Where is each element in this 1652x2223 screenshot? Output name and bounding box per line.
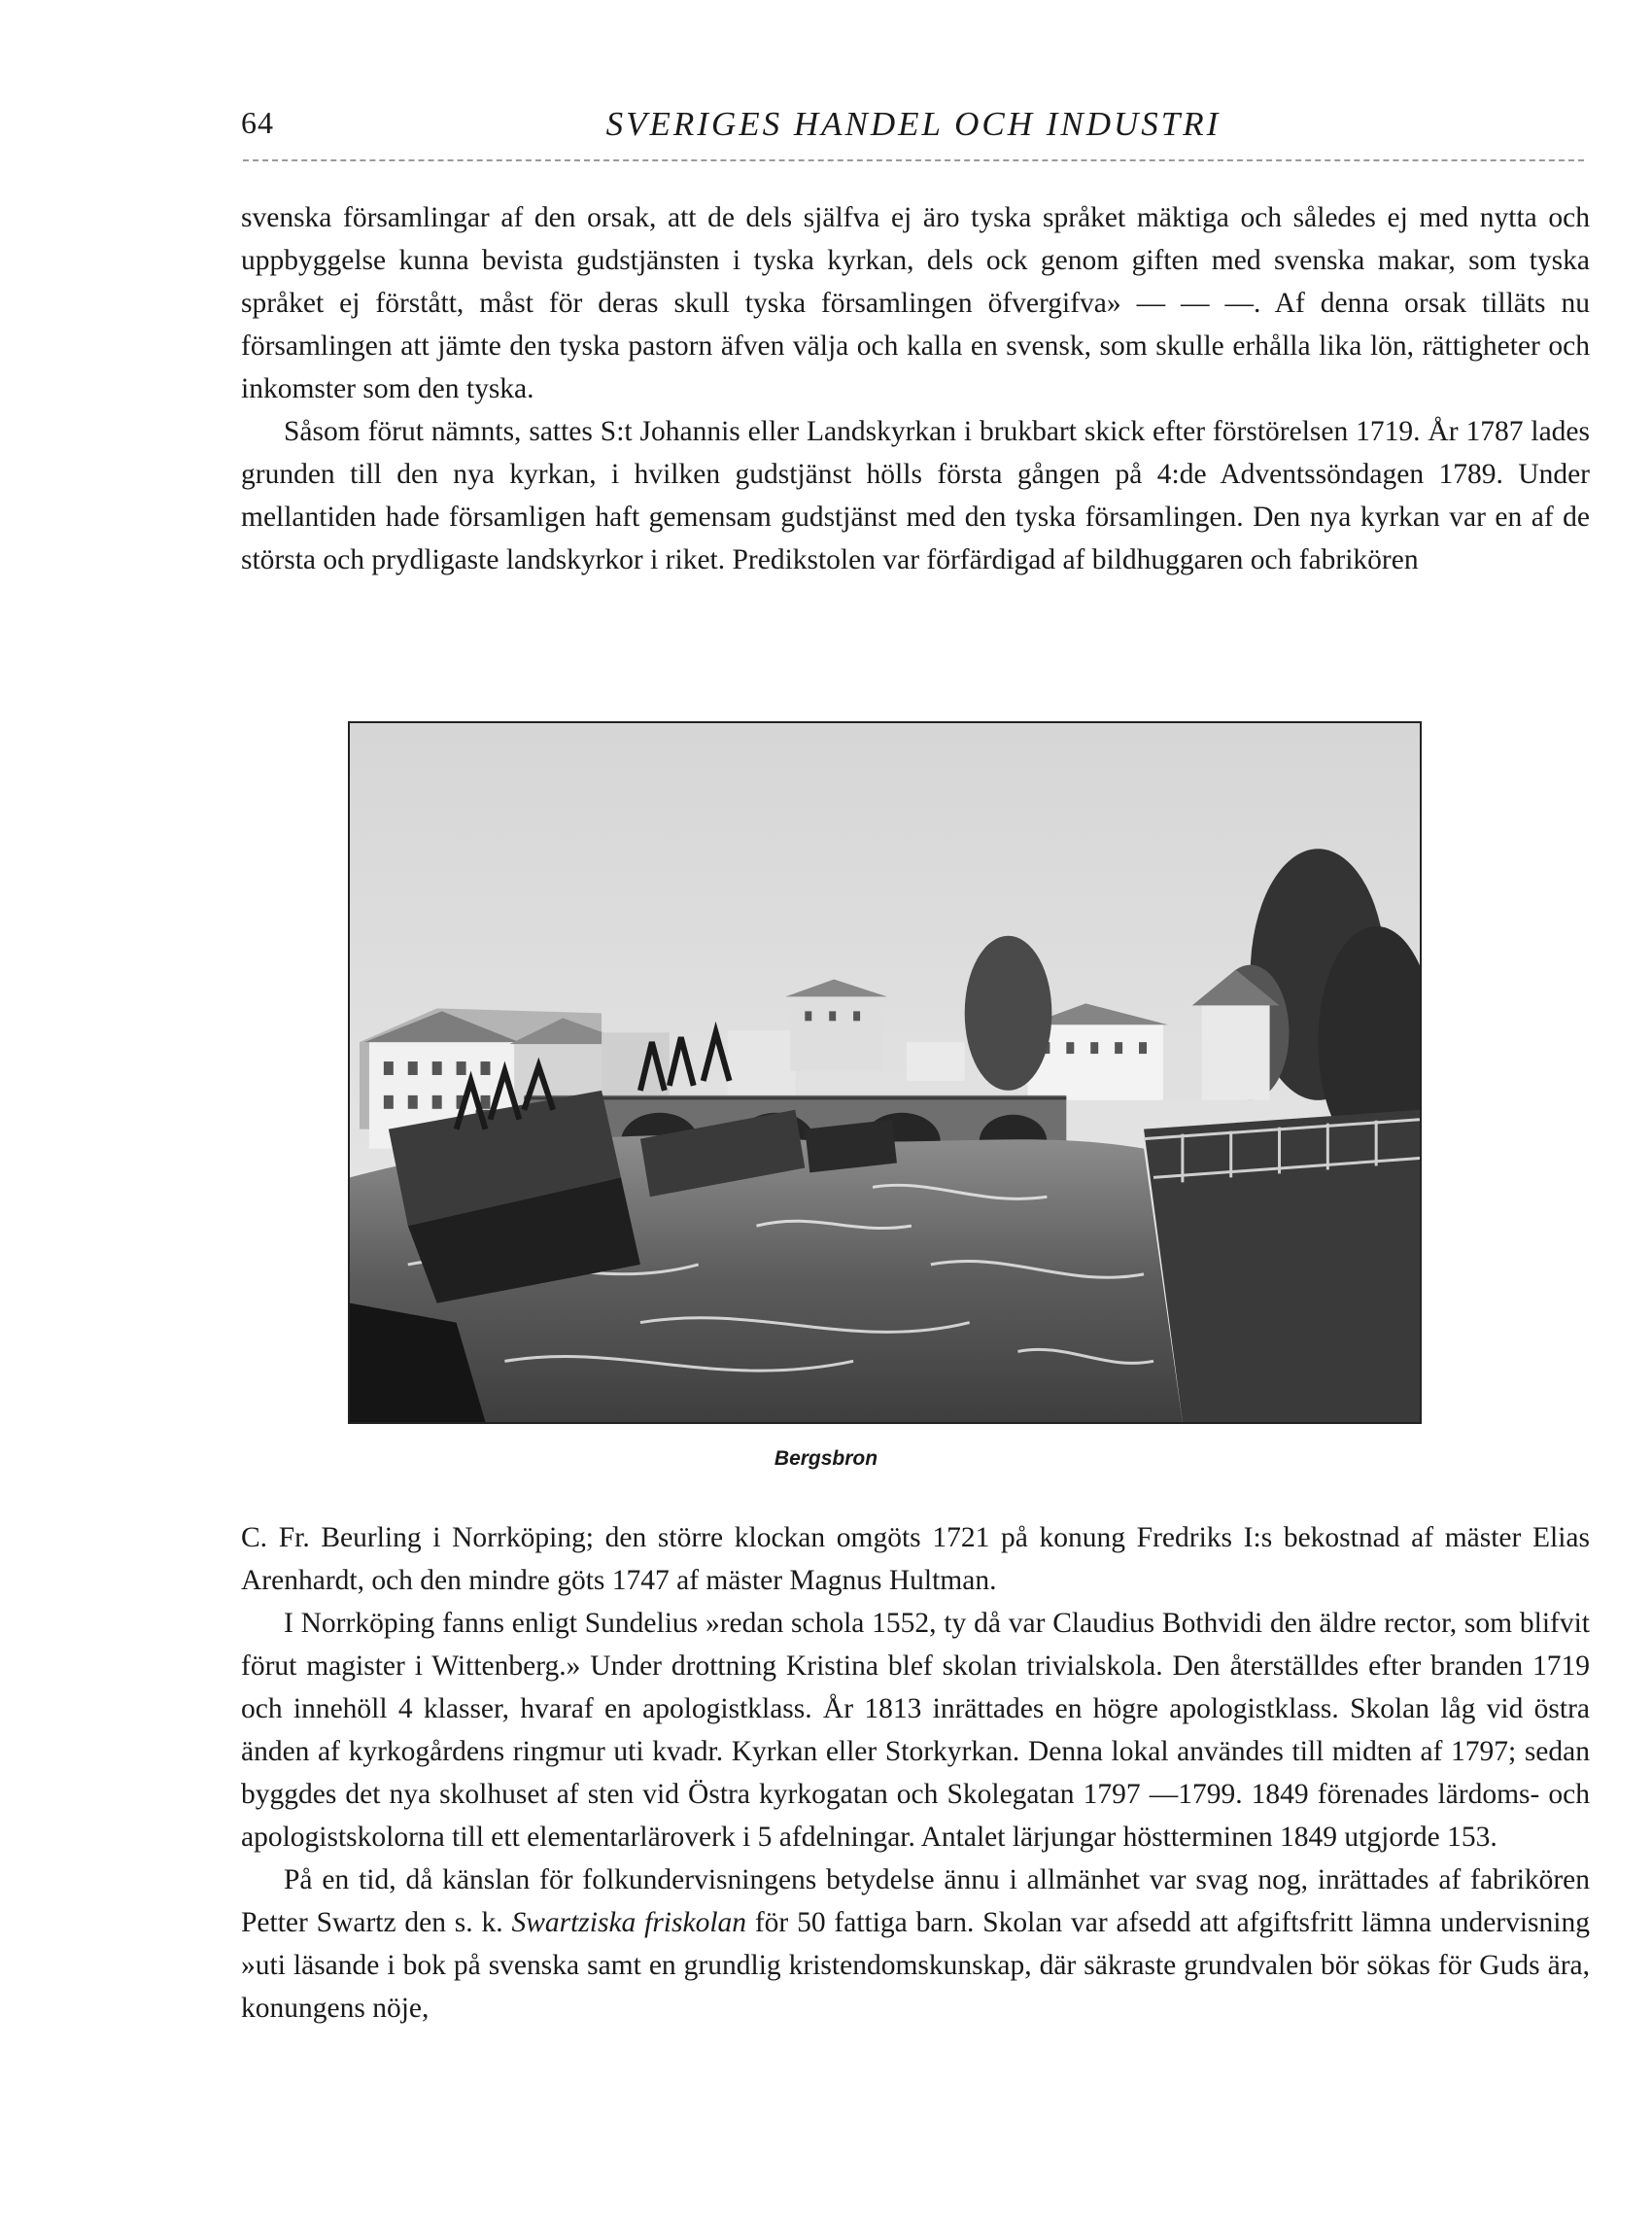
page-header [241,105,1586,154]
italic-term: Swartziska friskolan [511,1907,747,1938]
top-text-block [241,196,1590,581]
text-run: för 50 fattiga barn. Skolan var afsedd att afgiftsfritt lämna undervisning »uti läsande i bok på svenska samt en grundlig kristendomskunskap, där säkraste grundvalen bör sökas för Guds ära, konungens nöje, [241,1907,1590,2024]
paragraph: svenska församlingar af den orsak, att de dels själfva ej äro tyska språket mäktiga och således ej med nytta och uppbyggelse kunna bevista gudstjänsten i tyska kyrkan, dels ock genom giften med svenska makar, som tyska språket ej förstått, måst för deras skull tyska församlingen öfvergifva» — — —. Af denna orsak tilläts nu församlingen att jämte den tyska pastorn äfven välja och kalla en svensk, som skulle erhålla lika lön, rättigheter och inkomster som den tyska. [241,202,1590,404]
bottom-text-block [241,1516,1590,2030]
bergsbron-illustration [348,721,1422,1424]
paragraph: I Norrköping fanns enligt Sundelius »redan schola 1552, ty då var Claudius Bothvidi den äldre rector, som blifvit förut magister i Wittenberg.» Under drottning Kristina blef skolan trivialskola. Den återställdes efter branden 1719 och innehöll 4 klasser, hvaraf en apologistklass. År 1813 inrättades en högre apologistklass. Skolan låg vid östra änden af kyrkogårdens ringmur uti kvadr. Kyrkan eller Storkyrkan. Denna lokal användes till midten af 1797; sedan byggdes det nya skolhuset af sten vid Östra kyrkogatan och Skolegatan 1797 —1799. 1849 förenades lärdoms- och apologistskolorna till ett elementarläroverk i 5 afdelningar. Antalet lärjungar höstterminen 1849 utgjorde 153. [241,1608,1590,1853]
text-run: På en tid, då känslan för folkundervisningens betydelse ännu i allmänhet var svag nog, inrättades af fabrikören Petter Swartz den s. k. [241,1864,1590,1938]
engraving-image [350,723,1420,1422]
right-bank [1144,1110,1420,1422]
paragraph [241,1858,1590,2030]
header-rule [243,159,1584,161]
figure-caption: Bergsbron [774,1447,878,1470]
paragraph: C. Fr. Beurling i Norrköping; den större klockan omgöts 1721 på konung Fredriks I:s bekostnad af mäster Elias Arenhardt, och den mindre göts 1747 af mäster Magnus Hultman. [241,1522,1590,1596]
page-number: 64 [241,105,274,140]
running-title: SVERIGES HANDEL OCH INDUSTRI [605,105,1222,143]
paragraph: Såsom förut nämnts, sattes S:t Johannis eller Landskyrkan i brukbart skick efter förstörelsen 1719. År 1787 lades grunden till den nya kyrkan, i hvilken gudstjänst hölls första gången på 4:de Adventssöndagen 1789. Under mellantiden hade församligen haft gemensam gudstjänst med den tyska församlingen. Den nya kyrkan var en af de största och prydligaste landskyrkor i riket. Predikstolen var förfärdigad af bildhuggaren och fabrikören [241,416,1590,575]
